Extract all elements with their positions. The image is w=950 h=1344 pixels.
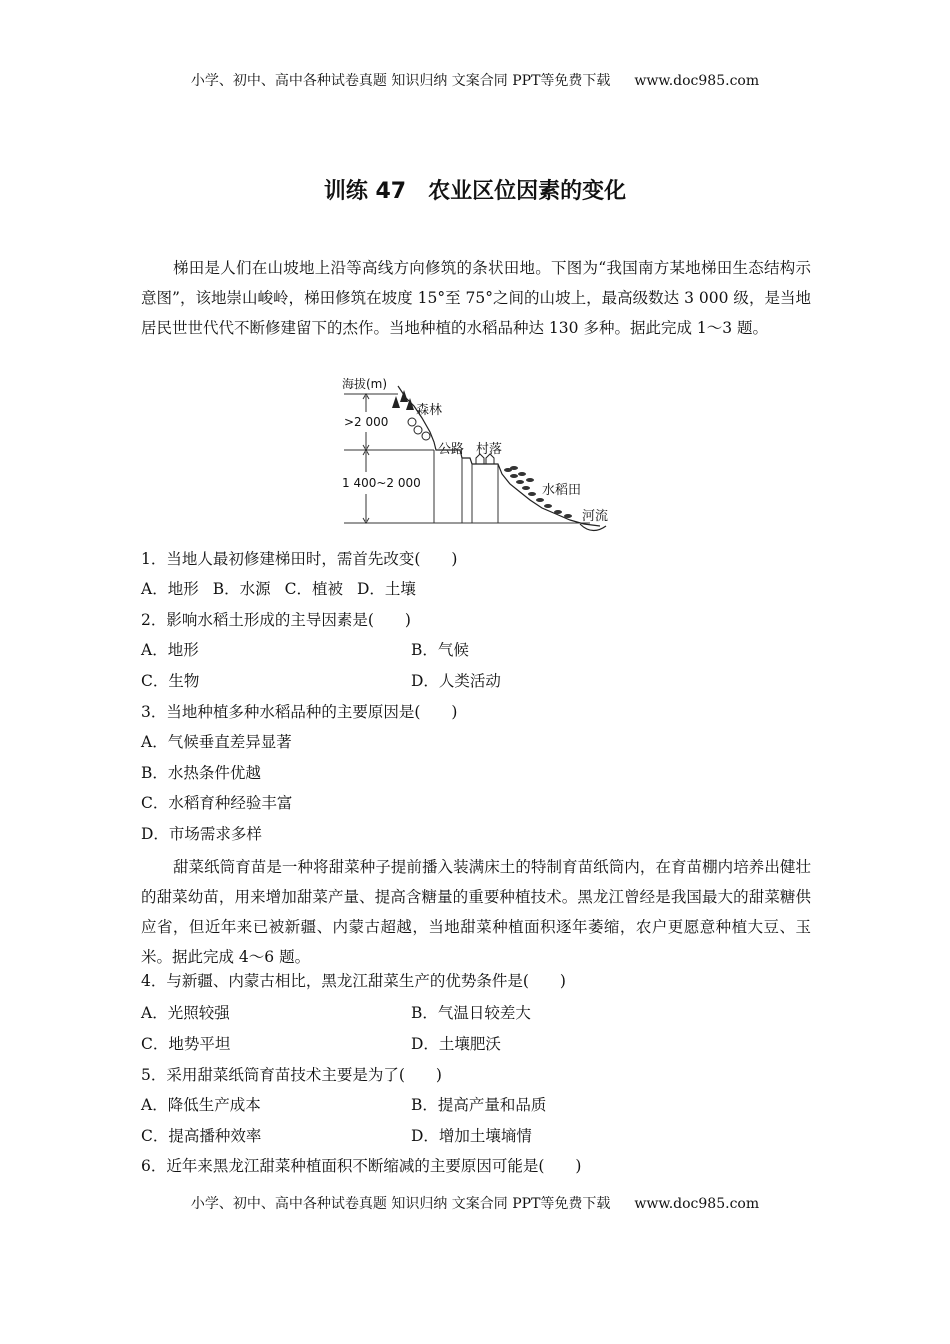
title-number: 训练 47 xyxy=(323,179,407,204)
q5-option-b[interactable]: B．提高产量和品质 xyxy=(411,1096,547,1114)
q5-option-c[interactable]: C．提高播种效率 xyxy=(141,1127,262,1145)
q1-option-d[interactable]: D．土壤 xyxy=(356,580,416,598)
q1-option-a[interactable]: A．地形 xyxy=(141,580,199,598)
header-site[interactable]: www.doc985.com xyxy=(634,73,760,89)
question-2: 2．影响水稻土形成的主导因素是( ) xyxy=(141,611,411,629)
q3-option-a[interactable]: A．气候垂直差异显著 xyxy=(141,733,292,751)
page-footer xyxy=(0,1193,950,1213)
q3-option-c[interactable]: C．水稻育种经验丰富 xyxy=(141,794,293,812)
y-axis-label: 海拔(m) xyxy=(342,377,388,391)
footer-text: 小学、初中、高中各种试卷真题 知识归纳 文案合同 PPT等免费下载 xyxy=(190,1196,611,1212)
q4-option-d[interactable]: D．土壤肥沃 xyxy=(411,1035,501,1053)
zone-upper-label: >2 000 xyxy=(344,415,389,429)
q2-option-d[interactable]: D．人类活动 xyxy=(411,672,501,690)
road-label: 公路 xyxy=(438,442,465,457)
village-label: 村落 xyxy=(476,442,503,457)
exercise-title xyxy=(0,174,950,205)
title-name: 农业区位因素的变化 xyxy=(428,179,627,204)
q5-option-a[interactable]: A．降低生产成本 xyxy=(141,1096,261,1114)
river-label: 河流 xyxy=(582,509,609,524)
q1-option-c[interactable]: C．植被 xyxy=(284,580,343,598)
question-1: 1．当地人最初修建梯田时，需首先改变( ) xyxy=(141,550,458,568)
question-1-options xyxy=(141,578,430,600)
question-6: 6．近年来黑龙江甜菜种植面积不断缩减的主要原因可能是( ) xyxy=(141,1157,582,1175)
header-text: 小学、初中、高中各种试卷真题 知识归纳 文案合同 PPT等免费下载 xyxy=(190,73,611,89)
question-3: 3．当地种植多种水稻品种的主要原因是( ) xyxy=(141,703,458,721)
passage-sugar-beet: 甜菜纸筒育苗是一种将甜菜种子提前播入装满床土的特制育苗纸筒内，在育苗棚内培养出健壮的甜菜幼苗，用来增加甜菜产量、提高含糖量的重要种植技术。黑龙江曾经是我国最大的甜菜糖供应省，但近年来已被新疆、内蒙古超越，当地甜菜种植面积逐年萎缩，农户更愿意种植大豆、玉米。据此完成 4～6 题。 xyxy=(141,858,811,966)
q3-option-b[interactable]: B．水热条件优越 xyxy=(141,764,261,782)
q1-option-b[interactable]: B．水源 xyxy=(212,580,271,598)
q2-option-a[interactable]: A．地形 xyxy=(141,641,199,659)
q3-option-d[interactable]: D．市场需求多样 xyxy=(141,825,262,843)
page-header xyxy=(0,70,950,90)
footer-site[interactable]: www.doc985.com xyxy=(634,1196,760,1212)
q5-option-d[interactable]: D．增加土壤墒情 xyxy=(411,1127,532,1145)
terrace-diagram xyxy=(330,374,620,536)
question-4: 4．与新疆、内蒙古相比，黑龙江甜菜生产的优势条件是( ) xyxy=(141,972,566,990)
q2-option-b[interactable]: B．气候 xyxy=(411,641,469,659)
passage-terraces: 梯田是人们在山坡地上沿等高线方向修筑的条状田地。下图为“我国南方某地梯田生态结构示意图”，该地崇山峻岭，梯田修筑在坡度 15°至 75°之间的山坡上，最高级数达 3 000 级，是当地居民世世代代不断修建留下的杰作。当地种植的水稻品种达 130 多种。据此完成 1～3 题。 xyxy=(141,259,811,337)
zone-lower-label: 1 400~2 000 xyxy=(342,476,421,490)
q4-option-c[interactable]: C．地势平坦 xyxy=(141,1035,231,1053)
q4-option-a[interactable]: A．光照较强 xyxy=(141,1004,230,1022)
q2-option-c[interactable]: C．生物 xyxy=(141,672,200,690)
question-5: 5．采用甜菜纸筒育苗技术主要是为了( ) xyxy=(141,1066,442,1084)
paddy-label: 水稻田 xyxy=(542,483,582,498)
forest-label: 森林 xyxy=(416,403,443,418)
q4-option-b[interactable]: B．气温日较差大 xyxy=(411,1004,531,1022)
